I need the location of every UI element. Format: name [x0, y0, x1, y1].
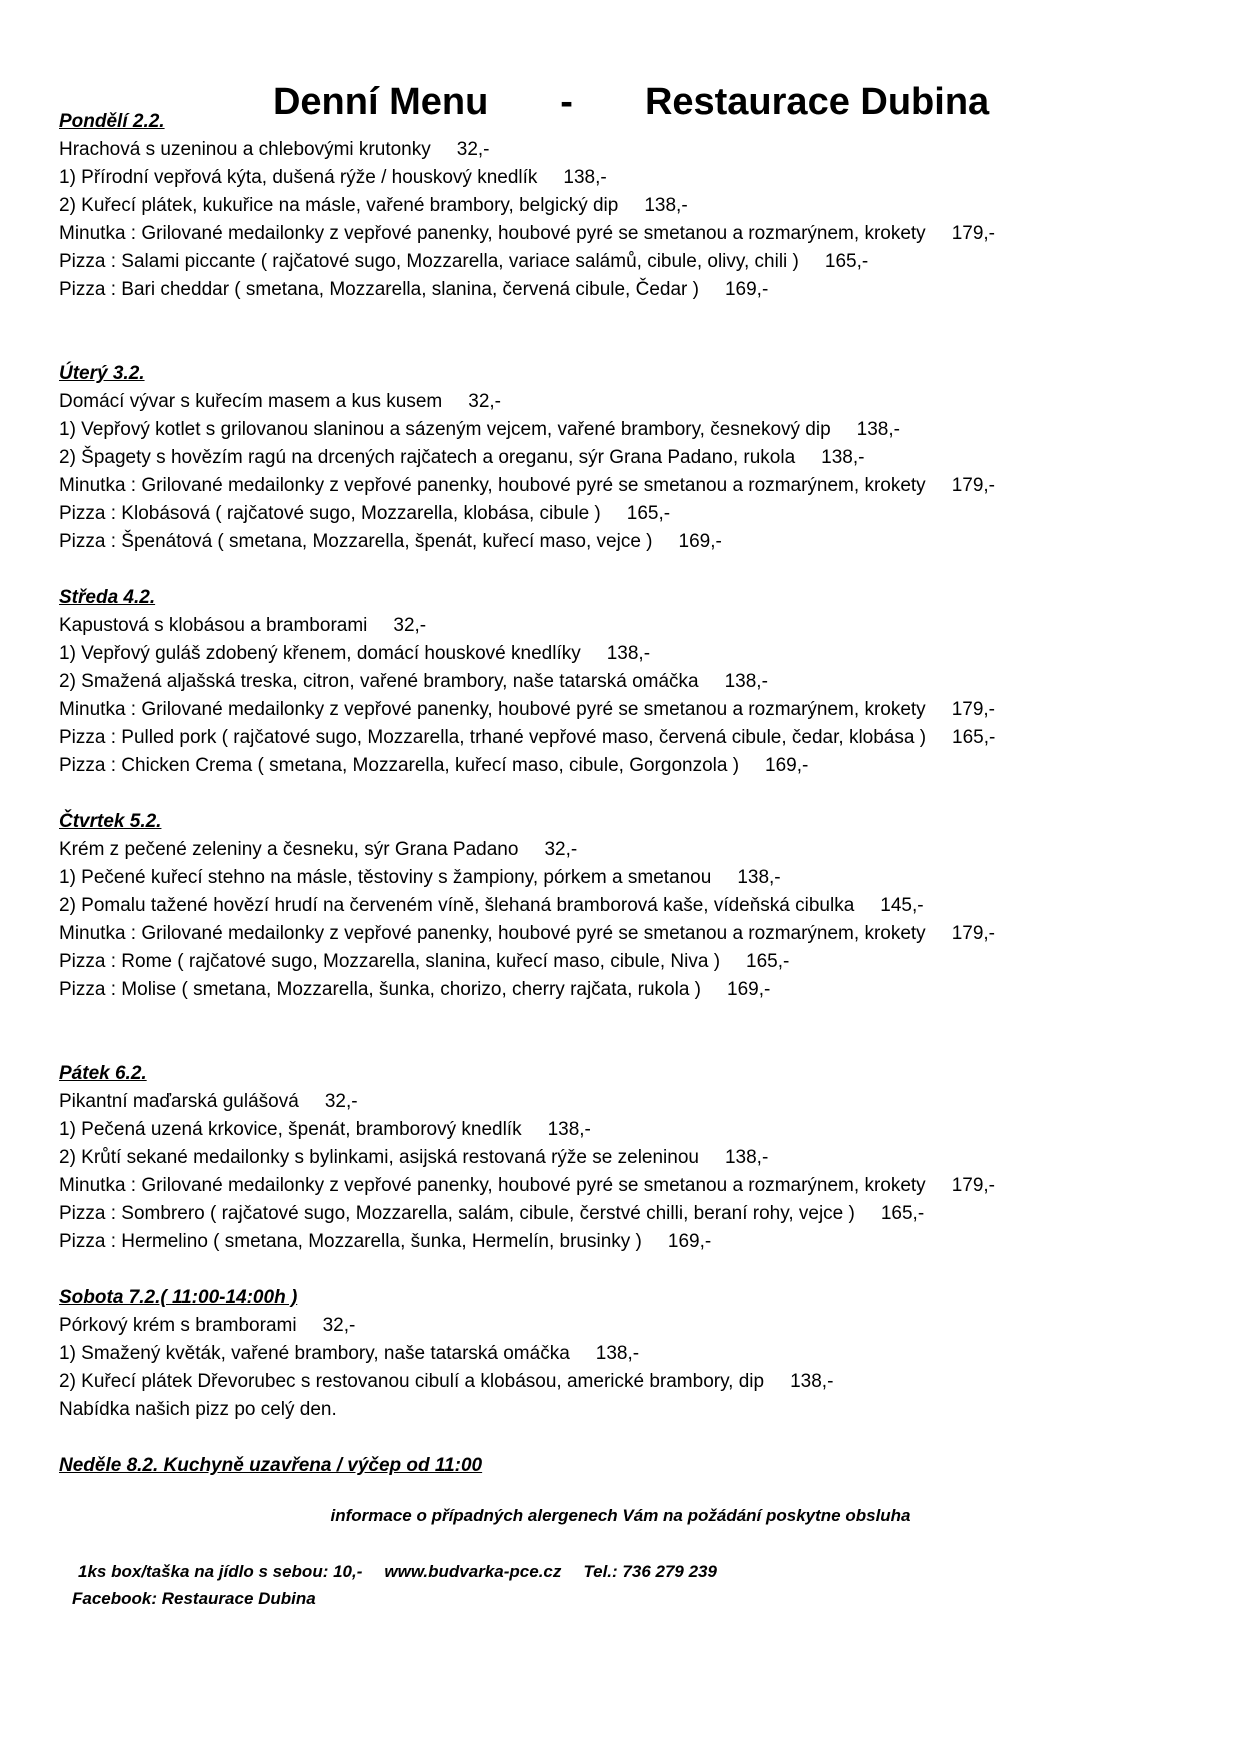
dish-name: Minutka : Grilované medailonky z vepřové panenky, houbové pyré se smetanou a rozmarýnem, krokety	[59, 223, 926, 244]
dish-price: 138,-	[790, 1371, 834, 1392]
dish-name: Minutka : Grilované medailonky z vepřové panenky, houbové pyré se smetanou a rozmarýnem, krokety	[59, 699, 926, 720]
dish-price: 138,-	[606, 643, 651, 664]
dish-price: 179,-	[951, 223, 995, 244]
dish-price: 138,-	[563, 167, 607, 188]
menu-item	[59, 192, 1209, 220]
dish-price: 169,-	[765, 755, 809, 776]
dish-name: 2) Pomalu tažené hovězí hrudí na červeném víně, šlehaná bramborová kaše, vídeňská cibulka	[59, 895, 855, 916]
dish-name: 2) Kuřecí plátek Dřevorubec s restovanou cibulí a klobásou, americké brambory, dip	[59, 1371, 765, 1392]
menu-item	[59, 136, 1209, 164]
dish-name: Pizza : Sombrero ( rajčatové sugo, Mozzarella, salám, cibule, čerstvé chilli, beraní rohy, vejce )	[59, 1203, 855, 1224]
day-heading: Pátek 6.2.	[59, 1063, 147, 1084]
menu-item	[59, 1116, 1209, 1144]
dish-name: Pizza : Špenátová ( smetana, Mozzarella, špenát, kuřecí maso, vejce )	[59, 531, 653, 552]
dish-price: 165,-	[824, 251, 869, 272]
dish-name: 1) Pečená uzená krkovice, špenát, bramborový knedlík	[59, 1119, 522, 1140]
menu-item	[59, 444, 1209, 472]
dish-name: 2) Kuřecí plátek, kukuřice na másle, vařené brambory, belgický dip	[59, 195, 619, 216]
menu-item	[59, 892, 1209, 920]
menu-item	[59, 1368, 1209, 1396]
phone-number: Tel.: 736 279 239	[583, 1562, 717, 1581]
menu-item	[59, 276, 1209, 304]
dish-price: 145,-	[880, 895, 924, 916]
dish-price: 32,-	[456, 139, 490, 160]
dish-price: 138,-	[737, 867, 781, 888]
website-link[interactable]: www.budvarka-pce.cz	[384, 1562, 562, 1581]
dish-name: Pórkový krém s bramborami	[59, 1315, 297, 1336]
dish-name: 2) Smažená aljašská treska, citron, vařené brambory, naše tatarská omáčka	[59, 671, 699, 692]
day-heading: Čtvrtek 5.2.	[59, 811, 162, 832]
dish-price: 179,-	[951, 923, 995, 944]
dish-name: Hrachová s uzeninou a chlebovými krutonky	[59, 139, 431, 160]
dish-name: Pizza : Molise ( smetana, Mozzarella, šunka, chorizo, cherry rajčata, rukola )	[59, 979, 702, 1000]
dish-price: 138,-	[547, 1119, 591, 1140]
menu-item	[59, 1172, 1209, 1200]
menu-item	[59, 1396, 1209, 1424]
dish-name: Pikantní maďarská gulášová	[59, 1091, 299, 1112]
dish-name: 1) Pečené kuřecí stehno na másle, těstoviny s žampiony, pórkem a smetanou	[59, 867, 712, 888]
menu-item	[59, 836, 1209, 864]
menu-item	[59, 948, 1209, 976]
menu-item	[59, 864, 1209, 892]
allergen-note: informace o případných alergenech Vám na požádání poskytne obsluha	[330, 1506, 911, 1525]
dish-name: 1) Vepřový guláš zdobený křenem, domácí houskové knedlíky	[59, 643, 581, 664]
dish-price: 169,-	[678, 531, 722, 552]
menu-item	[59, 752, 1209, 780]
dish-name: Pizza : Pulled pork ( rajčatové sugo, Mozzarella, trhané vepřové maso, červená cibule, čedar, klobása )	[59, 727, 927, 748]
dish-name: Pizza : Hermelino ( smetana, Mozzarella, šunka, Hermelín, brusinky )	[59, 1231, 642, 1252]
menu-item	[59, 920, 1209, 948]
dish-price: 138,-	[856, 419, 900, 440]
dish-price: 138,-	[724, 1147, 769, 1168]
dish-name: Minutka : Grilované medailonky z vepřové panenky, houbové pyré se smetanou a rozmarýnem, krokety	[59, 1175, 926, 1196]
menu-item	[59, 724, 1209, 752]
dish-price: 138,-	[644, 195, 688, 216]
dish-price: 165,-	[626, 503, 671, 524]
dish-name: Minutka : Grilované medailonky z vepřové panenky, houbové pyré se smetanou a rozmarýnem, krokety	[59, 923, 926, 944]
menu-item	[59, 416, 1209, 444]
day-section-monday	[59, 108, 1209, 304]
dish-price: 169,-	[727, 979, 771, 1000]
facebook-line: Facebook: Restaurace Dubina	[72, 1589, 316, 1608]
dish-price: 179,-	[951, 475, 995, 496]
menu-item	[59, 248, 1209, 276]
menu-item	[59, 164, 1209, 192]
menu-item	[59, 388, 1209, 416]
dish-price: 165,-	[746, 951, 790, 972]
dish-price: 32,-	[468, 391, 502, 412]
dish-price: 32,-	[322, 1315, 356, 1336]
day-section-saturday	[59, 1284, 1209, 1424]
menu-content	[59, 108, 1209, 1480]
day-heading: Neděle 8.2. Kuchyně uzavřena / výčep od 11:00	[59, 1455, 483, 1476]
day-heading: Úterý 3.2.	[59, 363, 145, 384]
dish-name: Krém z pečené zeleniny a česneku, sýr Grana Padano	[59, 839, 519, 860]
day-section-friday	[59, 1060, 1209, 1256]
dish-name: Minutka : Grilované medailonky z vepřové panenky, houbové pyré se smetanou a rozmarýnem, krokety	[59, 475, 926, 496]
dish-name: Pizza : Bari cheddar ( smetana, Mozzarella, slanina, červená cibule, Čedar )	[59, 279, 699, 300]
menu-item	[59, 696, 1209, 724]
dish-name: Pizza : Chicken Crema ( smetana, Mozzarella, kuřecí maso, cibule, Gorgonzola )	[59, 755, 740, 776]
title-menu: Denní Menu	[272, 81, 489, 123]
day-section-wednesday	[59, 584, 1209, 780]
menu-item	[59, 640, 1209, 668]
dish-price: 179,-	[951, 1175, 995, 1196]
dish-price: 169,-	[667, 1231, 712, 1252]
menu-item	[59, 500, 1209, 528]
dish-price: 32,-	[544, 839, 578, 860]
menu-item	[59, 1312, 1209, 1340]
dish-name: 1) Smažený květák, vařené brambory, naše tatarská omáčka	[59, 1343, 570, 1364]
dish-price: 165,-	[880, 1203, 925, 1224]
menu-item	[59, 668, 1209, 696]
menu-item	[59, 220, 1209, 248]
dish-name: Pizza : Rome ( rajčatové sugo, Mozzarella, slanina, kuřecí maso, cibule, Niva )	[59, 951, 721, 972]
menu-item	[59, 612, 1209, 640]
dish-price: 169,-	[724, 279, 769, 300]
menu-item	[59, 1228, 1209, 1256]
dish-name: 1) Vepřový kotlet s grilovanou slaninou a sázeným vejcem, vařené brambory, česnekový dip	[59, 419, 831, 440]
day-section-thursday	[59, 808, 1209, 1004]
dish-price: 165,-	[952, 727, 996, 748]
menu-item	[59, 1340, 1209, 1368]
menu-item	[59, 1144, 1209, 1172]
dish-name: Pizza : Klobásová ( rajčatové sugo, Mozzarella, klobása, cibule )	[59, 503, 601, 524]
title-restaurant: Restaurace Dubina	[644, 81, 990, 123]
menu-item	[59, 1088, 1209, 1116]
footer-contact-line	[78, 1562, 717, 1582]
box-fee: 1ks box/taška na jídlo s sebou: 10,-	[78, 1562, 363, 1581]
dish-price: 32,-	[324, 1091, 358, 1112]
title-separator: -	[560, 81, 573, 123]
dish-name: 1) Přírodní vepřová kýta, dušená rýže / houskový knedlík	[59, 167, 538, 188]
menu-item	[59, 976, 1209, 1004]
dish-price: 138,-	[724, 671, 768, 692]
dish-name: Kapustová s klobásou a bramborami	[59, 615, 368, 636]
dish-name: Nabídka našich pizz po celý den.	[59, 1399, 337, 1420]
day-heading: Pondělí 2.2.	[59, 111, 165, 132]
day-section-sunday	[59, 1452, 1209, 1480]
dish-name: Pizza : Salami piccante ( rajčatové sugo, Mozzarella, variace salámů, cibule, olivy, chili )	[59, 251, 799, 272]
menu-item	[59, 472, 1209, 500]
day-heading: Sobota 7.2.( 11:00-14:00h )	[59, 1287, 298, 1308]
dish-name: Domácí vývar s kuřecím masem a kus kusem	[59, 391, 443, 412]
menu-item	[59, 528, 1209, 556]
dish-price: 138,-	[821, 447, 865, 468]
day-section-tuesday	[59, 360, 1209, 556]
menu-item	[59, 1200, 1209, 1228]
dish-price: 179,-	[951, 699, 995, 720]
dish-name: 2) Krůtí sekané medailonky s bylinkami, asijská restovaná rýže se zeleninou	[59, 1147, 699, 1168]
dish-name: 2) Špagety s hovězím ragú na drcených rajčatech a oreganu, sýr Grana Padano, rukola	[59, 447, 796, 468]
dish-price: 138,-	[595, 1343, 640, 1364]
dish-price: 32,-	[393, 615, 427, 636]
day-heading: Středa 4.2.	[59, 587, 156, 608]
